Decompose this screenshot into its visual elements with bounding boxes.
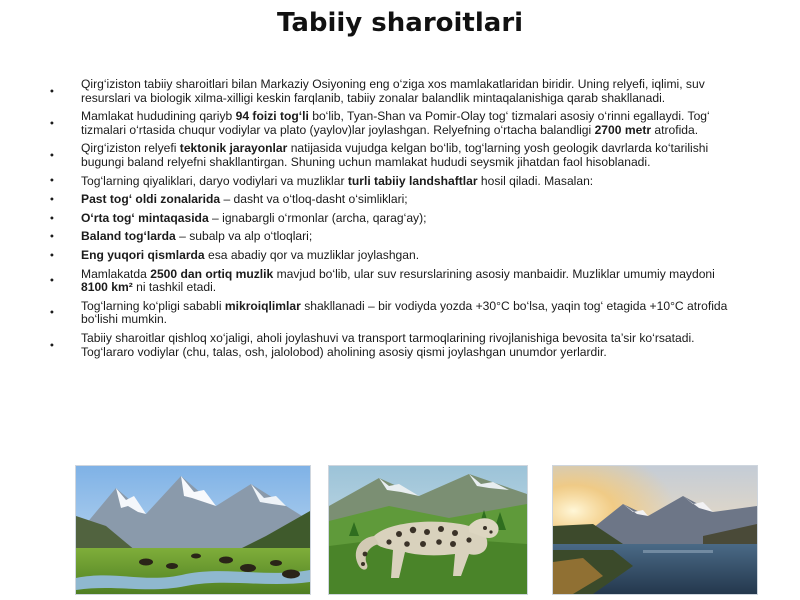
- bullet-run: hosil qiladi. Masalan:: [477, 173, 594, 188]
- bullet-bold-run: 2700 metr: [594, 122, 652, 137]
- mountain-valley-photo: [75, 465, 311, 595]
- bullet-item: [50, 142, 740, 169]
- bullet-dot: •: [50, 306, 54, 319]
- bullet-item: [50, 212, 740, 226]
- bullet-text: [81, 229, 312, 243]
- bullet-text: [81, 109, 710, 137]
- bullet-bold-run: 94 foizi tog‘li: [235, 109, 309, 124]
- bullet-bold-run: Past tog‘ oldi zonalarida: [81, 192, 221, 207]
- bullet-run: Tabiiy sharoitlar qishloq xo‘jaligi, aholi joylashuvi va transport tarmoqlarining rivojlanishiga bevosita ta’sir ko‘rsatadi. Tog‘lararo vodiylar (chu, talas, osh, jalolobod) aholining asosiy qismi joylashgan unumdor yerlardir.: [81, 330, 695, 359]
- bullet-bold-run: Eng yuqori qismlarda: [81, 247, 205, 262]
- mountain-lake-sunrise-photo: [552, 465, 758, 595]
- bullet-item: [50, 268, 740, 295]
- bullet-text: [81, 248, 419, 262]
- bullet-run: Tog‘larning ko‘pligi sababli: [81, 298, 225, 313]
- bullet-text: [81, 267, 715, 295]
- bullet-text: [81, 299, 727, 327]
- bullet-dot: •: [50, 174, 54, 187]
- bullet-dot: •: [50, 249, 54, 262]
- bullet-item: [50, 230, 740, 244]
- bullet-item: [50, 332, 740, 359]
- bullet-list: [50, 78, 740, 364]
- bullet-run: – ignabargli o‘rmonlar (archa, qarag‘ay);: [208, 210, 427, 225]
- bullet-bold-run: O‘rta tog‘ mintaqasida: [81, 210, 209, 225]
- bullet-text: [81, 77, 705, 105]
- bullet-item: [50, 300, 740, 327]
- bullet-dot: •: [50, 85, 54, 98]
- bullet-dot: •: [50, 117, 54, 130]
- bullet-run: Mamlakatda: [81, 266, 151, 281]
- bullet-run: shakllanadi – bir vodiyda yozda +30°C bo‘lsa, yaqin tog‘ etagida +10°C atrofida bo‘lishi mumkin.: [81, 298, 728, 327]
- bullet-bold-run: Baland tog‘larda: [81, 229, 176, 244]
- bullet-run: natijasida vujudga kelgan bo‘lib, tog‘larning yosh geologik davrlarda ko‘tarilishi bugungi baland relyefni shakllantirgan. Shuning uchun mamlakat hududi seysmik jihatdan faol hisoblanadi.: [81, 141, 709, 169]
- bullet-item: [50, 249, 740, 263]
- bullet-run: Qirg‘iziston relyefi: [81, 141, 180, 156]
- bullet-run: Mamlakat hududining qariyb: [81, 109, 236, 124]
- bullet-run: – subalp va alp o‘tloqlari;: [175, 229, 313, 244]
- bullet-run: mavjud bo‘lib, ular suv resurslarining asosiy manbaidir. Muzliklar umumiy maydoni: [273, 266, 715, 281]
- slide-title: Tabiiy sharoitlari: [276, 8, 524, 38]
- bullet-dot: •: [50, 230, 54, 243]
- bullet-item: [50, 78, 740, 105]
- bullet-run: – dasht va o‘tloq-dasht o‘simliklari;: [220, 192, 408, 207]
- bullet-bold-run: turli tabiiy landshaftlar: [347, 173, 478, 188]
- bullet-dot: •: [50, 274, 54, 287]
- bullet-run: Qirg‘iziston tabiiy sharoitlari bilan Markaziy Osiyoning eng o‘ziga xos mamlakatlaridan biridir. Uning relyefi, iqlimi, suv resurslari va biologik xilma-xilligi keskin farqlanib, tabiiy zonalar balandlik mintaqalanishiga qarab shakllanadi.: [81, 77, 705, 105]
- bullet-text: [81, 331, 695, 359]
- bullet-run: atrofida.: [651, 122, 699, 137]
- bullet-text: [81, 141, 708, 169]
- bullet-text: [81, 174, 593, 188]
- bullet-item: [50, 175, 740, 189]
- bullet-bold-run: mikroiqlimlar: [224, 298, 301, 313]
- bullet-bold-run: 2500 dan ortiq muzlik: [150, 266, 274, 281]
- bullet-dot: •: [50, 212, 54, 225]
- bullet-run: bo‘lib, Tyan-Shan va Pomir-Olay tog‘ tizmalari asosiy o‘rinni egallaydi. Tog‘ tizmalari o‘rtasida chuqur vodiylar va plato (yaylov)lar joylashgan. Relyefning o‘rtacha balandligi: [81, 109, 710, 137]
- bullet-item: [50, 110, 740, 137]
- bullet-item: [50, 193, 740, 207]
- snow-leopard-photo: [328, 465, 528, 595]
- bullet-bold-run: 8100 km²: [81, 280, 133, 295]
- bullet-text: [81, 211, 426, 225]
- bullet-run: Tog‘larning qiyaliklari, daryo vodiylari va muzliklar: [81, 173, 348, 188]
- bullet-run: esa abadiy qor va muzliklar joylashgan.: [204, 247, 420, 262]
- bullet-run: ni tashkil etadi.: [132, 280, 217, 295]
- bullet-dot: •: [50, 149, 54, 162]
- bullet-text: [81, 192, 408, 206]
- bullet-dot: •: [50, 339, 54, 351]
- bullet-bold-run: tektonik jarayonlar: [179, 141, 288, 156]
- bullet-dot: •: [50, 193, 54, 206]
